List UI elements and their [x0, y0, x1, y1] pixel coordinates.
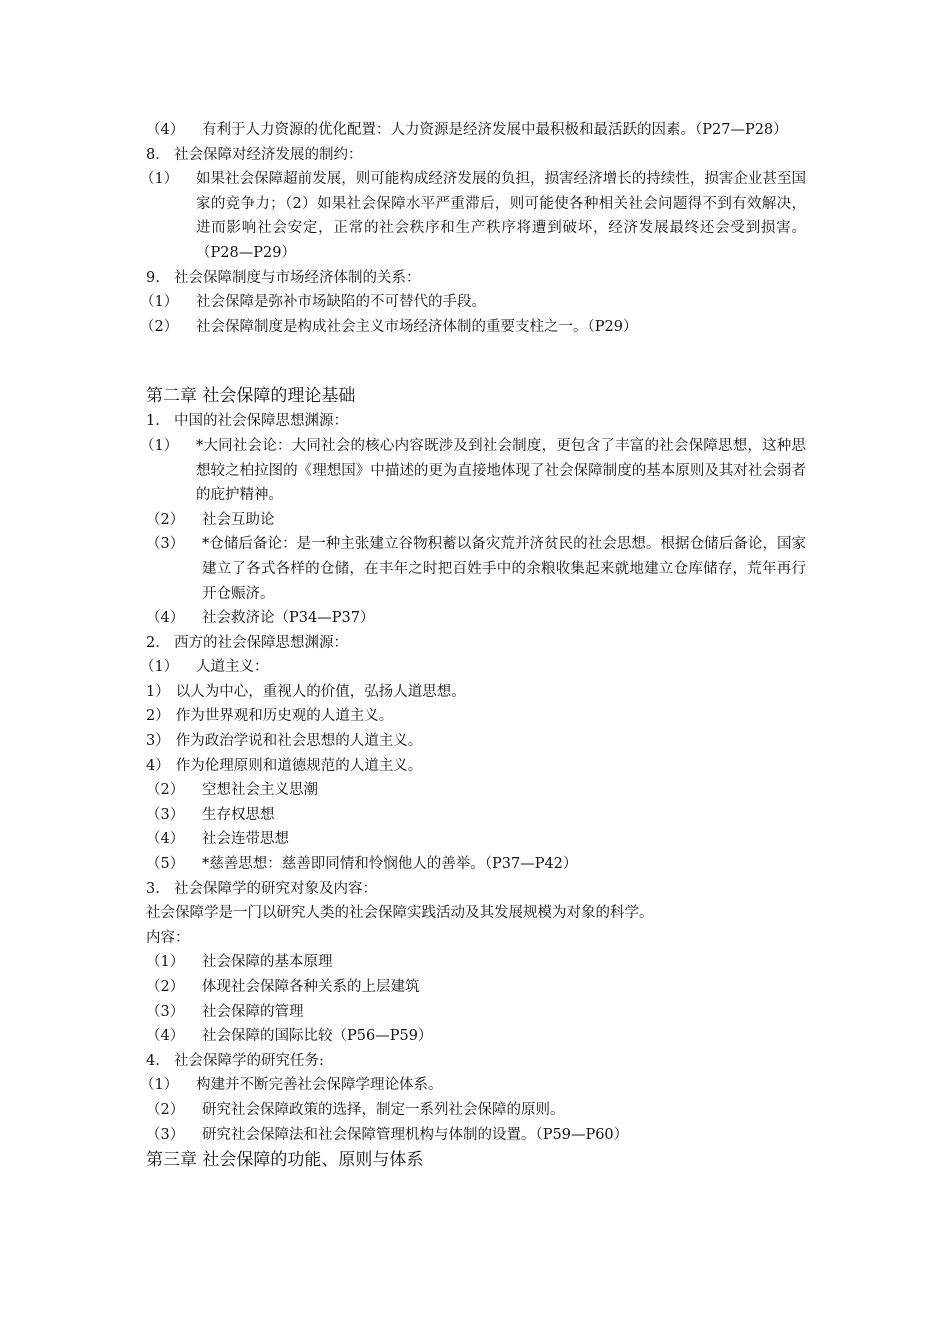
list-item	[140, 315, 806, 340]
list-item-text: 如果社会保障超前发展，则可能构成经济发展的负担，损害经济增长的持续性，损害企业甚至国家的竞争力；（2）如果社会保障水平严重滞后，则可能使各种相关社会问题得不到有效解决，进而影响社会安定，正常的社会秩序和生产秩序将遭到破坏，经济发展最终还会受到损害。（P28—P29）	[196, 171, 806, 261]
list-item-text: *大同社会论：大同社会的核心内容既涉及到社会制度，更包含了丰富的社会保障思想，这种思想较之柏拉图的《理想国》中描述的更为直接地体现了社会保障制度的基本原则及其对社会弱者的庇护精神。	[196, 437, 806, 504]
heading-text: 西方的社会保障思想渊源：	[174, 634, 348, 651]
chapter-title: 第二章 社会保障的理论基础	[146, 386, 356, 407]
sub-item-number: 2）	[146, 708, 170, 725]
list-item-text: 社会保障的国际比较（P56—P59）	[202, 1028, 433, 1045]
sub-list-item	[146, 704, 806, 729]
list-item	[146, 532, 806, 606]
list-item-number: （3）	[146, 1126, 185, 1143]
list-item-text: 社会保障制度是构成社会主义市场经济体制的重要支柱之一。（P29）	[196, 318, 638, 335]
section-gap	[146, 339, 806, 383]
list-item-number: （1）	[140, 1077, 179, 1094]
sub-list-item	[146, 754, 806, 779]
list-item-text: 社会保障是弥补市场缺陷的不可替代的手段。	[196, 294, 486, 311]
list-item-text: 体现社会保障各种关系的上层建筑	[202, 979, 420, 995]
list-item-number: （1）	[146, 954, 185, 971]
heading-text: 社会保障对经济发展的制约：	[174, 146, 363, 163]
sub-item-number: 1）	[146, 683, 170, 700]
section-heading	[146, 143, 806, 168]
list-item-text: 社会保障的管理	[202, 1003, 304, 1020]
list-item-text: 构建并不断完善社会保障学理论体系。	[196, 1077, 443, 1094]
list-item	[146, 118, 806, 143]
section-heading	[146, 1049, 806, 1074]
list-item-text: 社会连带思想	[202, 831, 289, 848]
list-item	[146, 1098, 806, 1123]
list-item-number: （1）	[140, 171, 179, 188]
list-item	[146, 606, 806, 631]
list-item-number: （3）	[146, 536, 185, 553]
list-item-text: 空想社会主义思潮	[202, 782, 318, 799]
list-item	[140, 655, 806, 680]
list-item-text: 社会救济论（P34—P37）	[202, 610, 375, 627]
sub-item-text: 作为伦理原则和道德规范的人道主义。	[175, 757, 423, 774]
list-item	[146, 803, 806, 828]
chapter-title: 第三章 社会保障的功能、原则与体系	[146, 1150, 424, 1171]
list-item	[140, 1073, 806, 1098]
list-item-number: （2）	[146, 511, 185, 528]
sub-list-item	[146, 680, 806, 705]
list-item-number: （1）	[140, 659, 179, 676]
list-item-text: 社会互助论	[202, 511, 275, 528]
sub-item-text: 作为世界观和历史观的人道主义。	[175, 708, 394, 725]
list-item-number: （2）	[146, 979, 185, 995]
list-item-text: 社会保障的基本原理	[202, 954, 333, 971]
list-item-number: （2）	[140, 318, 179, 335]
list-item-text: 有利于人力资源的优化配置：人力资源是经济发展中最积极和最活跃的因素。（P27—P28）	[202, 122, 788, 138]
heading-number: 9.	[146, 269, 160, 286]
list-item	[140, 167, 806, 265]
list-item-number: （2）	[146, 1101, 185, 1118]
list-item	[146, 827, 806, 852]
paragraph: 社会保障学是一门以研究人类的社会保障实践活动及其发展规模为对象的科学。	[146, 905, 654, 922]
list-item	[146, 1123, 806, 1148]
list-item	[146, 508, 806, 533]
section-heading	[146, 409, 806, 434]
sub-item-text: 作为政治学说和社会思想的人道主义。	[175, 733, 423, 750]
list-item-number: （3）	[146, 1003, 185, 1020]
heading-text: 社会保障制度与市场经济体制的关系：	[174, 269, 421, 286]
heading-number: 2.	[146, 634, 160, 651]
heading-text: 中国的社会保障思想渊源：	[174, 413, 348, 430]
list-item	[146, 1024, 806, 1049]
list-item-number: （5）	[146, 856, 185, 873]
list-item-text: *慈善思想：慈善即同情和怜悯他人的善举。（P37—P42）	[202, 856, 578, 873]
list-item-text: 人道主义：	[196, 659, 269, 676]
list-item	[146, 778, 806, 803]
sub-item-text: 以人为中心，重视人的价值，弘扬人道思想。	[175, 683, 466, 700]
list-item	[146, 852, 806, 877]
heading-number: 1.	[146, 413, 160, 430]
list-item-number: （4）	[146, 1028, 185, 1045]
list-item	[146, 1000, 806, 1025]
list-item-number: （1）	[140, 437, 179, 454]
list-item	[146, 975, 806, 1000]
list-item-number: （4）	[146, 122, 185, 138]
sub-item-number: 4）	[146, 757, 170, 774]
list-item-number: （1）	[140, 294, 179, 311]
sub-item-number: 3）	[146, 733, 170, 750]
sub-list-item	[146, 729, 806, 754]
heading-number: 3.	[146, 880, 160, 897]
list-item-number: （2）	[146, 782, 185, 799]
document-body	[140, 118, 806, 1173]
list-item-text: 生存权思想	[202, 806, 275, 823]
list-item-text: 研究社会保障政策的选择，制定一系列社会保障的原则。	[202, 1101, 565, 1118]
list-item	[140, 434, 806, 508]
list-item	[146, 950, 806, 975]
heading-text: 社会保障学的研究任务:	[174, 1052, 324, 1069]
list-item-text: *仓储后备论：是一种主张建立谷物积蓄以备灾荒并济贫民的社会思想。根据仓储后备论，国家建立了各式各样的仓储，在丰年之时把百姓手中的余粮收集起来就地建立仓库储存，荒年再行开仓赈济。	[202, 536, 806, 602]
heading-text: 社会保障学的研究对象及内容：	[174, 880, 377, 897]
list-item-text: 研究社会保障法和社会保障管理机构与体制的设置。（P59—P60）	[202, 1126, 629, 1143]
section-heading	[146, 631, 806, 656]
list-item-number: （3）	[146, 806, 185, 823]
heading-number: 4.	[146, 1052, 160, 1069]
list-item-number: （4）	[146, 831, 185, 848]
section-heading	[146, 266, 806, 291]
section-heading	[146, 877, 806, 902]
paragraph: 内容：	[146, 929, 190, 946]
heading-number: 8.	[146, 146, 160, 163]
list-item	[140, 290, 806, 315]
list-item-number: （4）	[146, 610, 185, 627]
